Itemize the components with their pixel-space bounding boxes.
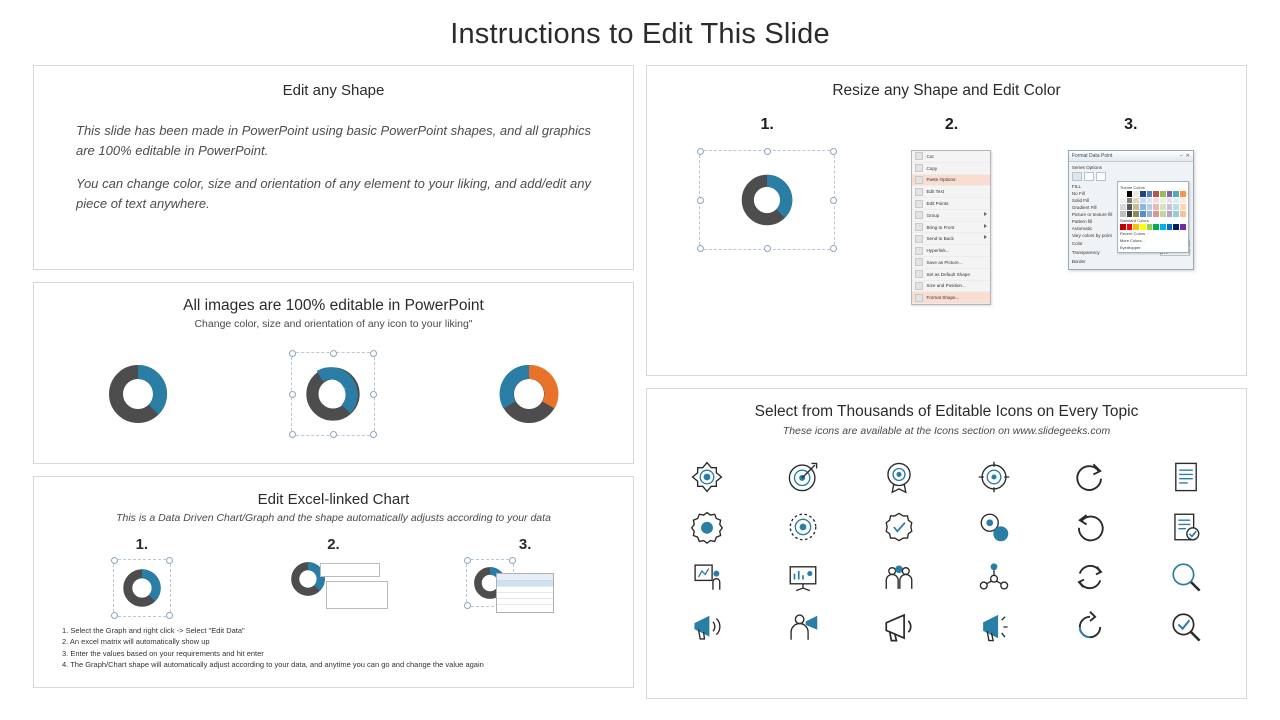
excel-step-3-number: 3. bbox=[518, 536, 532, 553]
resize-handle-bottom-right[interactable] bbox=[830, 245, 837, 252]
document-list-icon[interactable] bbox=[1164, 455, 1208, 499]
swatch[interactable] bbox=[1120, 204, 1126, 210]
content-columns bbox=[0, 51, 1280, 711]
edit-text-icon bbox=[915, 188, 923, 196]
resize-handle-bottom-center[interactable] bbox=[764, 245, 771, 252]
donut-blue-orange[interactable] bbox=[498, 363, 560, 425]
resize-step-2 bbox=[911, 116, 991, 305]
resize-handle-top-left[interactable] bbox=[111, 557, 118, 564]
fill-option-automatic[interactable]: Automatic bbox=[1071, 226, 1093, 231]
resize-handle-top-left[interactable] bbox=[697, 148, 704, 155]
resize-handle-middle-right[interactable] bbox=[830, 197, 837, 204]
excel-step-1 bbox=[57, 536, 227, 617]
resize-step-1-number: 1. bbox=[760, 116, 774, 133]
swatch[interactable] bbox=[1167, 224, 1173, 230]
tab-chart-options[interactable] bbox=[1096, 172, 1106, 181]
swatch[interactable] bbox=[1147, 198, 1153, 204]
donut-resize bbox=[740, 173, 794, 227]
resize-handle-top-right[interactable] bbox=[370, 350, 377, 357]
context-menu-item-hyperlink[interactable] bbox=[912, 245, 990, 257]
palette-theme-label: Theme Colors bbox=[1119, 185, 1145, 190]
transparency-label: Transparency bbox=[1071, 250, 1100, 255]
excel-step-1-shape[interactable] bbox=[113, 559, 171, 617]
swatch[interactable] bbox=[1133, 224, 1139, 230]
swatch[interactable] bbox=[1153, 204, 1159, 210]
panel-excel-chart bbox=[33, 476, 634, 688]
excel-steps-row bbox=[46, 536, 621, 617]
context-menu-label: Bring to Front bbox=[926, 224, 955, 230]
swatch[interactable] bbox=[1160, 198, 1166, 204]
swatch[interactable] bbox=[1180, 224, 1186, 230]
gear-check-icon[interactable] bbox=[877, 505, 921, 549]
swatch[interactable] bbox=[1120, 211, 1126, 217]
format-data-point-dialog[interactable] bbox=[1068, 150, 1194, 270]
gears-double-icon[interactable] bbox=[972, 505, 1016, 549]
panel-images-editable bbox=[33, 282, 634, 464]
color-palette-popup[interactable] bbox=[1117, 181, 1189, 253]
swatch[interactable] bbox=[1127, 211, 1133, 217]
excel-grid-popup[interactable] bbox=[326, 581, 388, 609]
swatch[interactable] bbox=[1133, 204, 1139, 210]
excel-chart-subtitle: This is a Data Driven Chart/Graph and the shape automatically adjusts according to your data bbox=[116, 512, 551, 524]
dialog-window-controls bbox=[1180, 153, 1190, 159]
color-label: Color bbox=[1071, 241, 1083, 246]
excel-chart-title: Edit Excel-linked Chart bbox=[257, 491, 410, 508]
context-menu-label: Edit Text bbox=[926, 189, 945, 195]
swatch[interactable] bbox=[1147, 191, 1153, 197]
swatch[interactable] bbox=[1147, 204, 1153, 210]
left-column bbox=[33, 65, 634, 711]
resize-step-3 bbox=[1068, 116, 1194, 305]
right-column bbox=[646, 65, 1247, 711]
resize-handle-bottom-left[interactable] bbox=[111, 612, 118, 619]
palette-recent-label: Recent Colors bbox=[1119, 230, 1146, 236]
minimize-icon[interactable]: – bbox=[1179, 153, 1183, 159]
swatch[interactable] bbox=[1173, 198, 1179, 204]
context-menu-item-format-shape[interactable] bbox=[912, 292, 990, 304]
swatch[interactable] bbox=[1140, 224, 1146, 230]
swatch[interactable] bbox=[1167, 204, 1173, 210]
dialog-titlebar bbox=[1069, 151, 1193, 162]
palette-standard-label: Standard Colors bbox=[1119, 217, 1149, 223]
swatch[interactable] bbox=[1127, 191, 1133, 197]
size-position-icon bbox=[915, 282, 923, 290]
swatch[interactable] bbox=[1140, 198, 1146, 204]
context-menu-label: Copy bbox=[926, 165, 938, 171]
swatch[interactable] bbox=[1173, 211, 1179, 217]
group-icon bbox=[915, 211, 923, 219]
swatch[interactable] bbox=[1173, 191, 1179, 197]
search-check-icon[interactable] bbox=[1164, 605, 1208, 649]
donut-blue-gray[interactable] bbox=[107, 363, 169, 425]
excel-instruction-3: 3. Enter the values based on your requirements and hit enter bbox=[62, 648, 264, 658]
page-title: Instructions to Edit This Slide bbox=[450, 18, 830, 50]
target-trophy-icon[interactable] bbox=[877, 455, 921, 499]
swatch[interactable] bbox=[1153, 198, 1159, 204]
context-menu-label: Format Shape... bbox=[926, 295, 960, 301]
context-menu-item-set-default-shape[interactable] bbox=[912, 269, 990, 281]
resize-handle-middle-left[interactable] bbox=[289, 391, 296, 398]
context-menu-label: Size and Position... bbox=[926, 283, 966, 289]
excel-instruction-2: 2. An excel matrix will automatically show up bbox=[62, 637, 210, 647]
swatch[interactable] bbox=[1140, 211, 1146, 217]
icons-subtitle: These icons are available at the Icons section on www.slidegeeks.com bbox=[782, 425, 1111, 437]
default-shape-icon bbox=[915, 270, 923, 278]
fill-option-gradient-fill[interactable]: Gradient Fill bbox=[1071, 205, 1097, 210]
excel-step-2 bbox=[248, 536, 418, 617]
swatch[interactable] bbox=[1140, 204, 1146, 210]
megaphone-bold-icon[interactable] bbox=[877, 605, 921, 649]
paste-icon bbox=[915, 176, 923, 184]
resize-step-2-number: 2. bbox=[944, 116, 959, 133]
swatch[interactable] bbox=[1133, 211, 1139, 217]
gear-dotted-icon[interactable] bbox=[781, 505, 825, 549]
copy-icon bbox=[915, 164, 923, 172]
swatch[interactable] bbox=[1140, 191, 1146, 197]
swatch[interactable] bbox=[1167, 198, 1173, 204]
swatch[interactable] bbox=[1173, 204, 1179, 210]
refresh-arrow-icon[interactable] bbox=[1068, 505, 1112, 549]
swatch[interactable] bbox=[1127, 204, 1133, 210]
swatch[interactable] bbox=[1160, 211, 1166, 217]
context-menu-label: Edit Points bbox=[926, 201, 949, 207]
close-icon[interactable]: ✕ bbox=[1185, 153, 1190, 159]
circular-arrows-icon[interactable] bbox=[1068, 605, 1112, 649]
sync-arrows-icon[interactable] bbox=[1068, 555, 1112, 599]
resize-handle-bottom-center[interactable] bbox=[330, 431, 337, 438]
panel-resize-shape bbox=[646, 65, 1247, 376]
team-network-icon[interactable] bbox=[972, 555, 1016, 599]
resize-handle-middle-right[interactable] bbox=[370, 391, 377, 398]
fill-section-label: FILL bbox=[1071, 184, 1082, 189]
chevron-right-icon bbox=[984, 224, 987, 228]
swatch[interactable] bbox=[1167, 211, 1173, 217]
edit-shape-paragraph-1: This slide has been made in PowerPoint using basic PowerPoint shapes, and all graphics are 100% editable in PowerPoint. bbox=[76, 123, 591, 158]
presentation-board-icon[interactable] bbox=[781, 555, 825, 599]
eyedropper-item[interactable]: Eyedropper bbox=[1119, 244, 1141, 250]
context-menu-item-group[interactable] bbox=[912, 210, 990, 222]
resize-step-3-number: 3. bbox=[1124, 116, 1138, 133]
swatch[interactable] bbox=[1173, 224, 1179, 230]
swatch[interactable] bbox=[1153, 224, 1159, 230]
tab-fill[interactable] bbox=[1072, 172, 1082, 181]
megaphone-speaker-icon[interactable] bbox=[685, 605, 729, 649]
resize-step-1 bbox=[699, 116, 835, 305]
chevron-right-icon bbox=[984, 235, 987, 239]
edit-data-menu[interactable] bbox=[320, 563, 380, 577]
excel-step-2-number: 2. bbox=[327, 536, 340, 553]
excel-instruction-list bbox=[62, 625, 621, 670]
dialog-title: Format Data Point bbox=[1071, 153, 1113, 159]
resize-handle-bottom-right[interactable] bbox=[370, 431, 377, 438]
target-arrow-icon[interactable] bbox=[781, 455, 825, 499]
excel-instruction-4: 4. The Graph/Chart shape will automatically adjust according to your data, and anytime you can go and change the value again bbox=[62, 659, 484, 669]
donut-step-1 bbox=[122, 568, 162, 608]
cut-icon bbox=[915, 152, 923, 160]
theme-colors-grid[interactable] bbox=[1120, 191, 1186, 217]
excel-instruction-1: 1. Select the Graph and right click -> Select "Edit Data" bbox=[62, 626, 245, 635]
context-menu-item-size-and-position[interactable] bbox=[912, 281, 990, 293]
donut-selected-wrapper[interactable] bbox=[291, 352, 375, 436]
magnifier-icon[interactable] bbox=[1164, 555, 1208, 599]
send-back-icon bbox=[915, 235, 923, 243]
context-menu-item-cut[interactable] bbox=[912, 151, 990, 163]
hyperlink-icon bbox=[915, 247, 923, 255]
resize-handle-top-center[interactable] bbox=[764, 148, 771, 155]
swatch[interactable] bbox=[1133, 191, 1139, 197]
swatch[interactable] bbox=[1153, 211, 1159, 217]
swatch[interactable] bbox=[1147, 211, 1153, 217]
shape-context-menu[interactable] bbox=[911, 150, 991, 305]
person-presenting-icon[interactable] bbox=[685, 555, 729, 599]
target-scope-icon[interactable] bbox=[685, 455, 729, 499]
panel-edit-any-shape bbox=[33, 65, 634, 270]
context-menu-item-paste-options[interactable] bbox=[912, 175, 990, 187]
panel-icons bbox=[646, 388, 1247, 699]
swatch[interactable] bbox=[1180, 204, 1186, 210]
resize-handle-bottom-left[interactable] bbox=[289, 431, 296, 438]
context-menu-label: Cut bbox=[926, 153, 934, 159]
edit-shape-paragraph-2: You can change color, size and orientation of any element to your liking, and add/edit any piece of text anywhere. bbox=[76, 176, 591, 211]
images-editable-title: All images are 100% editable in PowerPoint bbox=[183, 297, 484, 314]
swatch[interactable] bbox=[1127, 224, 1133, 230]
more-colors-item[interactable]: More Colors... bbox=[1119, 237, 1145, 243]
swatch[interactable] bbox=[1133, 198, 1139, 204]
save-picture-icon bbox=[915, 258, 923, 266]
swatch[interactable] bbox=[1180, 198, 1186, 204]
resize-steps-row bbox=[661, 116, 1232, 305]
document-check-icon[interactable] bbox=[1164, 505, 1208, 549]
icons-title: Select from Thousands of Editable Icons on Every Topic bbox=[754, 403, 1139, 420]
resize-handle-top-right[interactable] bbox=[830, 148, 837, 155]
context-menu-item-send-to-back[interactable] bbox=[912, 233, 990, 245]
format-shape-icon bbox=[915, 294, 923, 302]
fill-option-picture-fill[interactable]: Picture or texture fill bbox=[1071, 212, 1113, 217]
fill-option-vary-colors[interactable]: Vary colors by point bbox=[1071, 233, 1112, 238]
context-menu-label: Paste Options: bbox=[926, 177, 957, 183]
context-menu-label: Save as Picture... bbox=[926, 259, 963, 265]
resize-handle-top-right[interactable] bbox=[166, 557, 173, 564]
context-menu-item-save-as-picture[interactable] bbox=[912, 257, 990, 269]
swatch[interactable] bbox=[1120, 224, 1126, 230]
context-menu-item-edit-points[interactable] bbox=[912, 198, 990, 210]
excel-step-3 bbox=[440, 536, 610, 617]
chevron-right-icon bbox=[984, 212, 987, 216]
swatch[interactable] bbox=[1153, 191, 1159, 197]
icon-grid bbox=[659, 455, 1234, 649]
resize-handle-top-right[interactable] bbox=[509, 557, 516, 564]
context-menu-label: Group bbox=[926, 212, 940, 218]
edit-shape-title: Edit any Shape bbox=[282, 82, 385, 99]
swatch[interactable] bbox=[1180, 211, 1186, 217]
bring-front-icon bbox=[915, 223, 923, 231]
resize-handle-bottom-right[interactable] bbox=[166, 612, 173, 619]
resize-handle-top-left[interactable] bbox=[464, 557, 471, 564]
swatch[interactable] bbox=[1120, 191, 1126, 197]
crosshair-icon[interactable] bbox=[972, 455, 1016, 499]
series-options-label: Series Options bbox=[1071, 165, 1102, 170]
megaphone-signal-icon[interactable] bbox=[972, 605, 1016, 649]
context-menu-label: Send to Back bbox=[926, 236, 954, 242]
swatch[interactable] bbox=[1127, 198, 1133, 204]
context-menu-item-copy[interactable] bbox=[912, 163, 990, 175]
fill-option-solid-fill[interactable]: Solid Fill bbox=[1071, 198, 1090, 203]
swatch[interactable] bbox=[1147, 224, 1153, 230]
group-people-icon[interactable] bbox=[877, 555, 921, 599]
context-menu-item-edit-text[interactable] bbox=[912, 186, 990, 198]
swatch[interactable] bbox=[1120, 198, 1126, 204]
edit-points-icon bbox=[915, 200, 923, 208]
standard-colors-grid[interactable] bbox=[1120, 224, 1186, 230]
fill-option-pattern-fill[interactable]: Pattern fill bbox=[1071, 219, 1093, 224]
excel-step-1-number: 1. bbox=[135, 536, 149, 553]
refresh-clockwise-icon[interactable] bbox=[1068, 455, 1112, 499]
resize-handle-bottom-left[interactable] bbox=[697, 245, 704, 252]
context-menu-item-bring-to-front[interactable] bbox=[912, 222, 990, 234]
tab-effects[interactable] bbox=[1084, 172, 1094, 181]
swatch[interactable] bbox=[1180, 191, 1186, 197]
context-menu-label: Set as Default Shape bbox=[926, 271, 970, 277]
dialog-tabs bbox=[1072, 172, 1190, 181]
resize-step-1-shape[interactable] bbox=[699, 150, 835, 250]
swatch[interactable] bbox=[1160, 224, 1166, 230]
gear-settings-icon[interactable] bbox=[685, 505, 729, 549]
context-menu-label: Hyperlink... bbox=[926, 248, 950, 254]
resize-handle-top-left[interactable] bbox=[289, 350, 296, 357]
resize-title: Resize any Shape and Edit Color bbox=[832, 82, 1061, 99]
excel-data-table[interactable] bbox=[496, 573, 554, 613]
fill-option-no-fill[interactable]: No Fill bbox=[1071, 191, 1085, 196]
swatch[interactable] bbox=[1167, 191, 1173, 197]
swatch[interactable] bbox=[1160, 191, 1166, 197]
donut-examples-row bbox=[46, 344, 621, 444]
donut-selected bbox=[304, 365, 362, 423]
swatch[interactable] bbox=[1160, 204, 1166, 210]
border-section-label: Border bbox=[1071, 259, 1086, 264]
resize-handle-middle-left[interactable] bbox=[697, 197, 704, 204]
resize-handle-top-center[interactable] bbox=[330, 350, 337, 357]
images-editable-subtitle: Change color, size and orientation of any icon to your liking" bbox=[194, 318, 473, 330]
resize-handle-bottom-left[interactable] bbox=[464, 602, 471, 609]
person-announcement-icon[interactable] bbox=[781, 605, 825, 649]
